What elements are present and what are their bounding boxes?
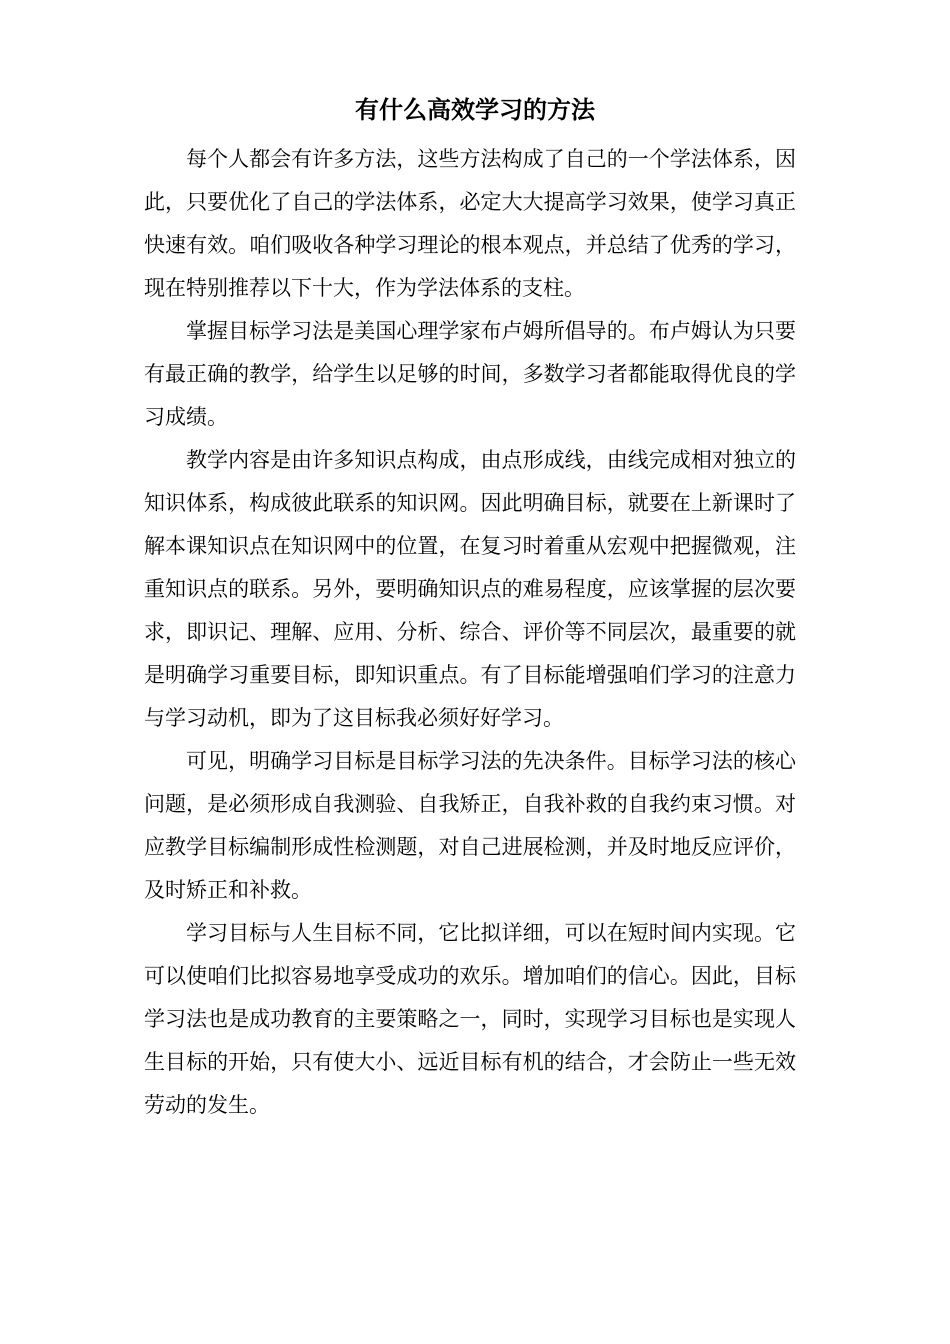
paragraph-5: 学习目标与人生目标不同，它比拟详细，可以在短时间内实现。它可以使咱们比拟容易地享受成功的欢乐。增加咱们的信心。因此，目标学习法也是成功教育的主要策略之一，同时，实现学习目标也是实现人生目标的开始，只有使大小、远近目标有机的结合，才会防止一些无效劳动的发生。 bbox=[144, 921, 796, 1117]
paragraph-2: 掌握目标学习法是美国心理学家布卢姆所倡导的。布卢姆认为只要有最正确的教学，给学生以足够的时间，多数学习者都能取得优良的学习成绩。 bbox=[144, 319, 796, 429]
paragraph-3: 教学内容是由许多知识点构成，由点形成线，由线完成相对独立的知识体系，构成彼此联系的知识网。因此明确目标，就要在上新课时了解本课知识点在知识网中的位置，在复习时着重从宏观中把握微观，注重知识点的联系。另外，要明确知识点的难易程度，应该掌握的层次要求，即识记、理解、应用、分析、综合、评价等不同层次，最重要的就是明确学习重要目标，即知识重点。有了目标能增强咱们学习的注意力与学习动机，即为了这目标我必须好好学习。 bbox=[144, 448, 796, 730]
paragraph-1: 每个人都会有许多方法，这些方法构成了自己的一个学法体系，因此，只要优化了自己的学法体系，必定大大提高学习效果，使学习真正快速有效。咱们吸收各种学习理论的根本观点，并总结了优秀的学习，现在特别推荐以下十大，作为学法体系的支柱。 bbox=[144, 147, 796, 300]
document-title: 有什么高效学习的方法 bbox=[355, 95, 595, 124]
paragraph-4: 可见，明确学习目标是目标学习法的先决条件。目标学习法的核心问题，是必须形成自我测验、自我矫正，自我补救的自我约束习惯。对应教学目标编制形成性检测题，对自己进展检测，并及时地反应评价，及时矫正和补救。 bbox=[144, 749, 796, 902]
document-body bbox=[144, 138, 796, 1127]
